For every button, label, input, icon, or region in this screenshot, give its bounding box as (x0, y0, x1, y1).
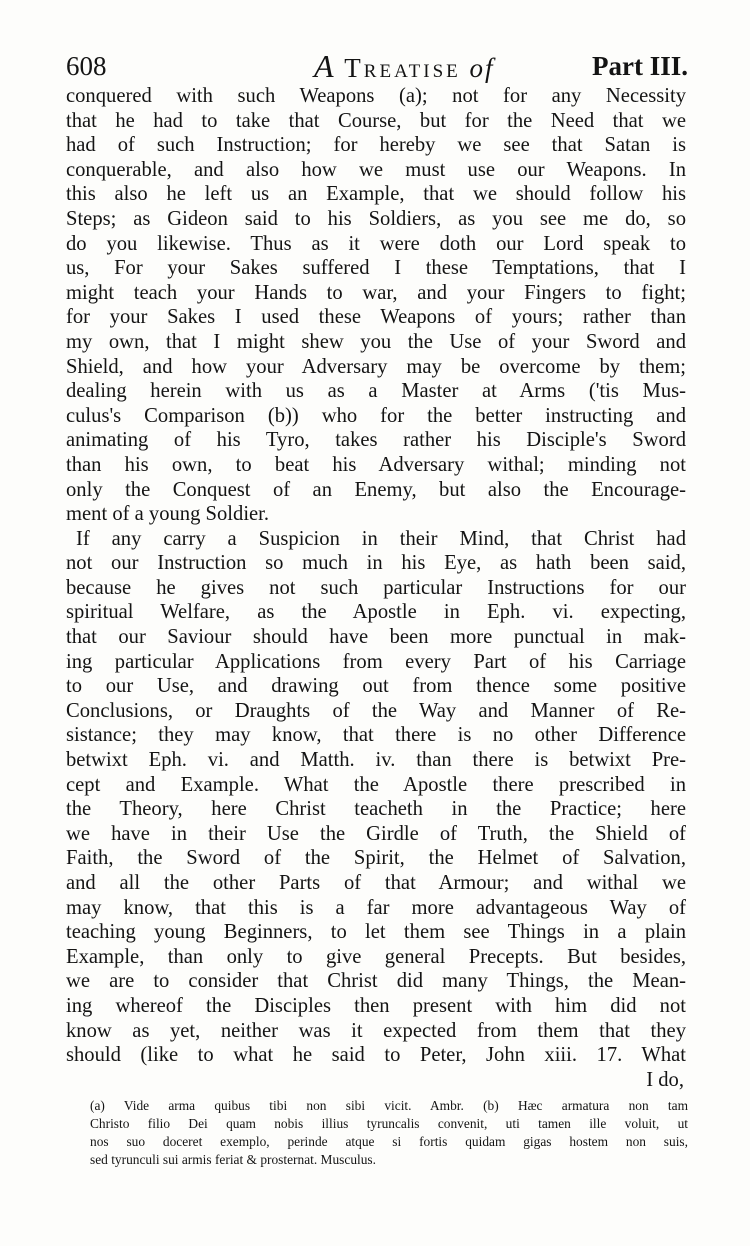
footnote-line: sed tyrunculi sui armis feriat & prosternat. Musculus. (90, 1152, 376, 1167)
text-line: dealing herein with us as a Master at Arms ('tis Mus- (66, 380, 686, 403)
text-line: sistance; they may know, that there is no other Difference (66, 724, 686, 747)
text-line: Example, than only to give general Precepts. But besides, (66, 945, 686, 968)
running-title-of: of (469, 53, 495, 83)
text-line: teaching young Beginners, to let them see Things in a plain (66, 921, 686, 944)
text-line: to our Use, and drawing out from thence some positive (66, 675, 686, 698)
text-line: If any carry a Suspicion in their Mind, that Christ had (76, 527, 686, 550)
text-line: conquerable, and also how we must use our Weapons. In (66, 158, 686, 181)
footnote-line: nos suo doceret exemplo, perinde atque si fortis quidam gigas hostem non suis, (90, 1134, 688, 1149)
text-line: cept and Example. What the Apostle there prescribed in (66, 773, 686, 796)
text-line: might teach your Hands to war, and your Fingers to fight; (66, 281, 686, 304)
text-line: that our Saviour should have been more punctual in mak- (66, 626, 686, 649)
text-line: for your Sakes I used these Weapons of yours; rather than (66, 306, 686, 329)
text-line: may know, that this is a far more advantageous Way of (66, 896, 686, 919)
text-line: that he had to take that Course, but for the Need that we (66, 109, 686, 132)
catchword: I do, (646, 1068, 684, 1091)
footnote-line: (a) Vide arma quibus tibi non sibi vicit. Ambr. (b) Hæc armatura non tam (90, 1098, 688, 1113)
text-line: spiritual Welfare, as the Apostle in Eph. vi. expecting, (66, 601, 686, 624)
text-line: Shield, and how your Adversary may be overcome by them; (66, 355, 686, 378)
text-line: this also he left us an Example, that we should follow his (66, 183, 686, 206)
text-line: and all the other Parts of that Armour; and withal we (66, 872, 686, 894)
text-line: not our Instruction so much in his Eye, as hath been said, (66, 552, 686, 575)
text-line: ment of a young Soldier. (66, 503, 270, 526)
text-line: culus's Comparison (b)) who for the better instructing and (66, 404, 686, 427)
text-line: than his own, to beat his Adversary withal; minding not (66, 453, 686, 476)
running-title (314, 48, 495, 86)
text-line: because he gives not such particular Instructions for our (66, 576, 686, 599)
text-line: we are to consider that Christ did many Things, the Mean- (66, 970, 686, 993)
body-text (66, 84, 686, 1092)
text-line: we have in their Use the Girdle of Truth, the Shield of (66, 822, 686, 845)
text-line: the Theory, here Christ teacheth in the Practice; here (66, 798, 686, 821)
text-line: my own, that I might shew you the Use of your Sword and (66, 330, 686, 353)
text-line: Steps; as Gideon said to his Soldiers, as you see me do, so (66, 207, 686, 230)
text-line: us, For your Sakes suffered I these Temptations, that I (66, 257, 686, 280)
text-line: animating of his Tyro, takes rather his Disciple's Sword (66, 429, 686, 452)
page-number: 608 (66, 51, 107, 81)
text-line: should (like to what he said to Peter, John xiii. 17. What (66, 1044, 686, 1067)
text-line: Faith, the Sword of the Spirit, the Helmet of Salvation, (66, 847, 686, 870)
text-line: do you likewise. Thus as it were doth our Lord speak to (66, 232, 686, 255)
text-line: only the Conquest of an Enemy, but also the Encourage- (66, 478, 686, 501)
part-label: Part III. (592, 51, 688, 81)
footnote-line: Christo filio Dei quam nobis illius tyruncalis convenit, uti tamen ille voluit, ut (90, 1116, 688, 1131)
running-title-word: Treatise (344, 53, 461, 83)
running-title-initial: A (314, 48, 336, 84)
text-line: know as yet, neither was it expected from them that they (66, 1019, 686, 1042)
text-line: had of such Instruction; for hereby we see that Satan is (66, 134, 686, 157)
text-line: ing particular Applications from every Part of his Carriage (66, 650, 686, 673)
text-line: Conclusions, or Draughts of the Way and Manner of Re- (66, 699, 686, 722)
text-line: ing whereof the Disciples then present with him did not (66, 994, 686, 1017)
footnotes (90, 1097, 688, 1169)
text-line: betwixt Eph. vi. and Matth. iv. than there is betwixt Pre- (66, 749, 686, 772)
running-header (66, 48, 688, 84)
text-line: conquered with such Weapons (a); not for any Necessity (66, 85, 686, 107)
